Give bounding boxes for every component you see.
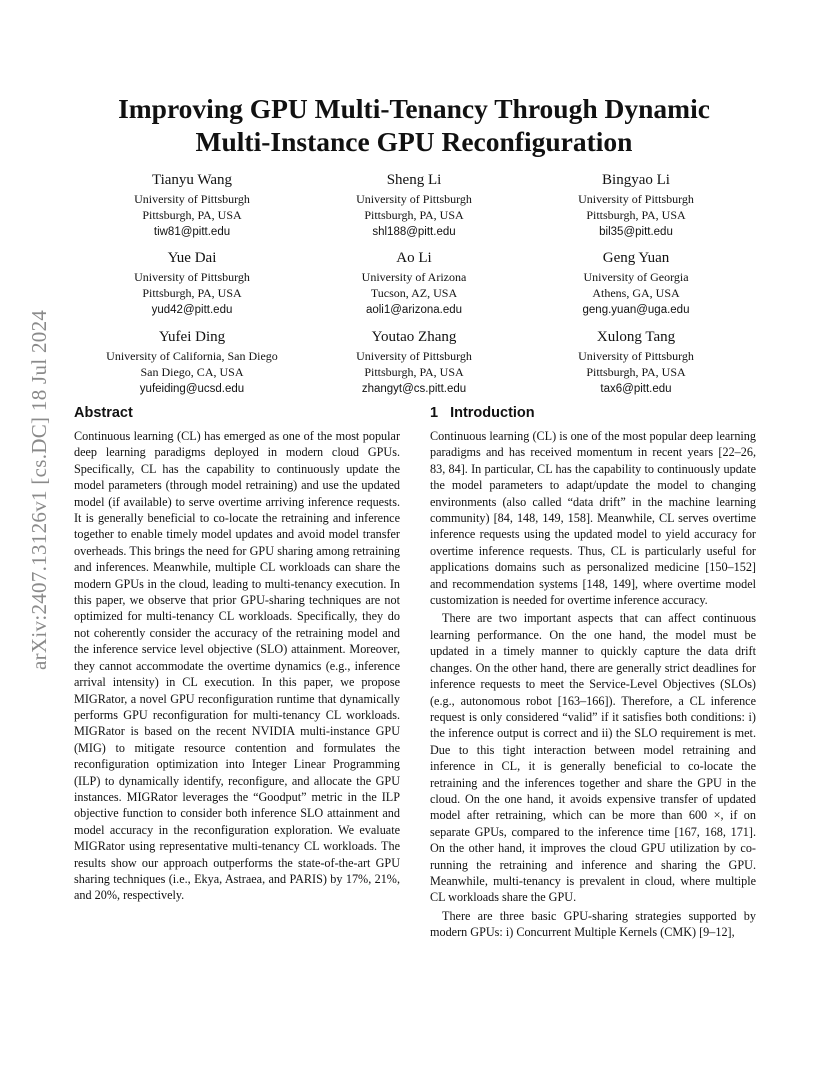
- arxiv-identifier-stamp[interactable]: arXiv:2407.13126v1 [cs.DC] 18 Jul 2024: [27, 309, 51, 670]
- author-name: Bingyao Li: [602, 172, 670, 188]
- author-affiliation: University of Pittsburgh: [356, 192, 472, 206]
- author-location: Pittsburgh, PA, USA: [142, 286, 242, 301]
- author-location: Pittsburgh, PA, USA: [586, 365, 686, 380]
- author-block: [72, 250, 312, 318]
- abstract-text: Continuous learning (CL) has emerged as one of the most popular deep learning paradigms deployed in modern cloud GPUs. Specifically, CL has the capability to continuously update the model parameters (through model retraining) and use the updated model (if available) to serve overtime arriving inference requests. It is generally beneficial to co-locate the retraining and inference together to enable timely model updates and avoid model transfer overheads. This brings the need for GPU sharing among retraining and inferences. Meanwhile, multiple CL workloads can share the modern GPUs in the cloud, leading to multi-tenancy execution. In this paper, we observe that prior GPU-sharing techniques are not optimized for multi-tenancy CL workloads. Specifically, they do not coherently consider the accuracy of the retraining model and the inference service level objective (SLO) attainment. Moreover, they cannot accommodate the overtime dynamics (e.g., inference arrival intensity) in CL execution. In this paper, we propose MIGRator, a novel GPU reconfiguration runtime that dynamically performs GPU reconfiguration for multi-tenancy CL workloads. MIGRator is based on the recent NVIDIA multi-instance GPU (MIG) to mitigate resource contention and formulates the reconfiguration optimization into Integer Linear Programming (ILP) to dynamically identify, reconfigure, and allocate the GPU instances. MIGRator leverages the “Goodput” metric in the ILP objective function to consider both inference SLO attainment and model accuracy in the reconfiguration exploration. We evaluate MIGRator using representative multi-tenancy CL workloads. The results show our approach outperforms the state-of-the-art GPU sharing techniques (i.e., Ekya, Astraea, and PARIS) by 17%, 21%, and 20%, respectively.: [74, 429, 400, 903]
- author-location: San Diego, CA, USA: [140, 365, 244, 380]
- author-block: [294, 172, 534, 240]
- author-location: Pittsburgh, PA, USA: [364, 208, 464, 223]
- author-email[interactable]: aoli1@arizona.edu: [365, 303, 463, 316]
- author-block: [72, 329, 312, 397]
- author-name: Yue Dai: [167, 250, 217, 266]
- abstract-heading: [74, 404, 400, 422]
- author-affiliation: University of California, San Diego: [106, 349, 278, 363]
- introduction-section: [430, 404, 756, 941]
- author-block: [72, 172, 312, 240]
- section-title: Introduction: [450, 405, 535, 421]
- author-affiliation: University of Pittsburgh: [134, 192, 250, 206]
- section-number: 1: [430, 405, 439, 421]
- author-email[interactable]: tax6@pitt.edu: [600, 382, 672, 395]
- author-location: Pittsburgh, PA, USA: [364, 365, 464, 380]
- author-name: Yufei Ding: [158, 329, 226, 345]
- author-email[interactable]: bil35@pitt.edu: [599, 225, 673, 238]
- author-block: [516, 172, 756, 240]
- author-email[interactable]: yufeiding@ucsd.edu: [139, 382, 245, 395]
- author-email[interactable]: shl188@pitt.edu: [372, 225, 456, 238]
- author-name: Xulong Tang: [596, 329, 676, 345]
- author-email[interactable]: geng.yuan@uga.edu: [582, 303, 690, 316]
- author-location: Athens, GA, USA: [592, 286, 680, 301]
- author-affiliation: University of Arizona: [361, 270, 467, 284]
- author-location: Tucson, AZ, USA: [370, 286, 458, 301]
- title-line-2: Multi-Instance GPU Reconfiguration: [195, 126, 633, 157]
- author-block: [516, 329, 756, 397]
- author-block: [294, 250, 534, 318]
- author-affiliation: University of Pittsburgh: [578, 349, 694, 363]
- author-name: Sheng Li: [386, 172, 442, 188]
- author-affiliation: University of Pittsburgh: [578, 192, 694, 206]
- intro-paragraph: There are three basic GPU-sharing strategies supported by modern GPUs: i) Concurrent Multiple Kernels (CMK) [9–12],: [430, 908, 756, 940]
- paper-title: [40, 92, 788, 158]
- author-block: [516, 250, 756, 318]
- abstract-section: [74, 404, 400, 904]
- author-location: Pittsburgh, PA, USA: [586, 208, 686, 223]
- author-name: Youtao Zhang: [371, 329, 457, 345]
- author-email[interactable]: zhangyt@cs.pitt.edu: [361, 382, 467, 395]
- author-affiliation: University of Georgia: [583, 270, 689, 284]
- author-email[interactable]: yud42@pitt.edu: [151, 303, 233, 316]
- author-email[interactable]: tiw81@pitt.edu: [153, 225, 231, 238]
- author-affiliation: University of Pittsburgh: [134, 270, 250, 284]
- intro-paragraph: There are two important aspects that can affect continuous learning performance. On the one hand, the model must be updated in a timely manner to quickly capture the data drift changes. On the other hand, there are generally strict deadlines for inference requests to meet the Service-Level Objectives (SLOs) (e.g., autonomous robot [163–166]). Therefore, a CL inference request is only considered “valid” if it satisfies both conditions: i) the inference output is correct and ii) the SLO requirement is met. Due to this tight interaction between model retraining and inference in CL, it is generally beneficial to co-locate the retraining and the inferences together and share the GPU in the cloud. On the one hand, it avoids expensive transfer of updated model after retraining, which can be more than 600 ×, if on separate GPUs, compared to the inference time [167, 168, 171]. On the other hand, it improves the cloud GPU utilization by co-running the retraining and inference and sharing the GPU. Meanwhile, multi-tenancy is prevalent in cloud, where multiple CL workloads share the GPU.: [430, 611, 756, 905]
- abstract-heading-text: Abstract: [74, 405, 133, 421]
- introduction-heading: [430, 404, 756, 422]
- author-block: [294, 329, 534, 397]
- author-name: Geng Yuan: [602, 250, 670, 266]
- author-affiliation: University of Pittsburgh: [356, 349, 472, 363]
- intro-paragraph: Continuous learning (CL) is one of the most popular deep learning paradigms and has received momentum in recent years [22–26, 83, 84]. In particular, CL has the capability to continuously update the model parameters to adapt/update the model to changing environments (also called “data drift” in the machine learning community) [84, 148, 149, 158]. Meanwhile, CL serves overtime inference requests using the updated model to yield accuracy for overtime inference requests. Thus, CL is particularly useful for applications domains such as personalized medicine [150–152] and recommendation systems [148, 149], where overtime model customization is needed for overtime inference accuracy.: [430, 429, 756, 608]
- author-name: Ao Li: [396, 250, 432, 266]
- title-line-1: Improving GPU Multi-Tenancy Through Dynamic: [118, 93, 710, 124]
- author-name: Tianyu Wang: [151, 172, 233, 188]
- author-location: Pittsburgh, PA, USA: [142, 208, 242, 223]
